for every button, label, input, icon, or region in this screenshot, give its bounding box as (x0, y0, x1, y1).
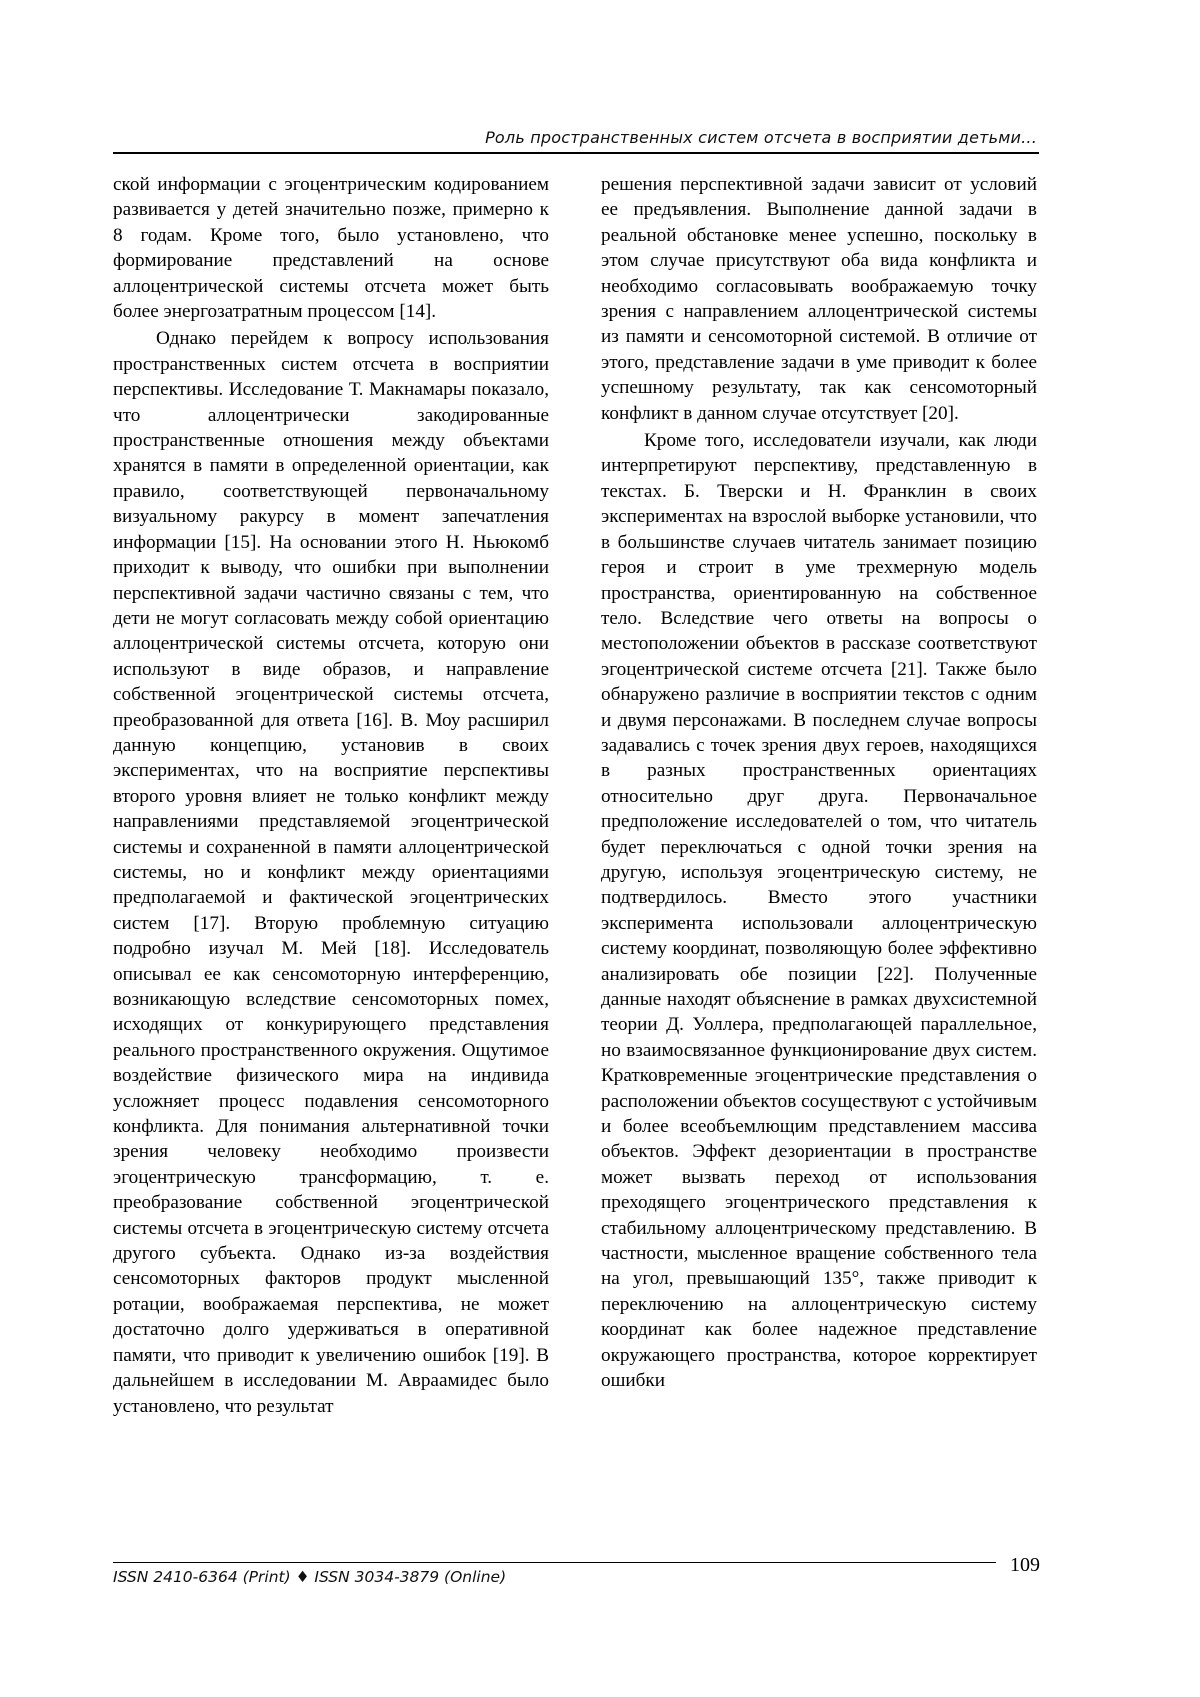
right-paragraph-2: Кроме того, исследователи изучали, как люди интерпретируют перспективу, представленную в текстах. Б. Тверски и Н. Франклин в своих экспериментах на взрослой выборке установили, что в большинстве случаев читатель занимает позицию героя и строит в уме трехмерную модель пространства, ориентированную на собственное тело. Вследствие чего ответы на вопросы о местоположении объектов в рассказе соответствуют эгоцентрической системе отсчета [21]. Также было обнаружено различие в восприятии текстов с одним и двумя персонажами. В последнем случае вопросы задавались с точек зрения двух героев, находящихся в разных пространственных ориентациях относительно друг друга. Первоначальное предположение исследователей о том, что читатель будет переключаться с одной точки зрения на другую, используя эгоцентрическую систему, не подтвердилось. Вместо этого участники эксперимента использовали аллоцентрическую систему координат, позволяющую более эффективно анализировать обе позиции [22]. Полученные данные находят объяснение в рамках двухсистемной теории Д. Уоллера, предполагающей параллельное, но взаимосвязанное функционирование двух систем. Кратковременные эгоцентрические представления о расположении объектов сосуществуют с устойчивым и более всеобъемлющим представлением массива объектов. Эффект дезориентации в пространстве может вызвать переход от использования преходящего эгоцентрического представления к стабильному аллоцентрическому представлению. В частности, мысленное вращение собственного тела на угол, превышающий 135°, также приводит к переключению на аллоцентрическую систему координат как более надежное представление окружающего пространства, которое корректирует ошибки (601, 430, 1037, 1392)
left-paragraph-2: Однако перейдем к вопросу использования пространственных систем отсчета в восприятии перспективы. Исследование Т. Макнамары показало, что аллоцентрически закодированные пространственные отношения между объектами хранятся в памяти в определенной ориентации, как правило, соответствующей первоначальному визуальному ракурсу в момент запечатления информации [15]. На основании этого Н. Ньюкомб приходит к выводу, что ошибки при выполнении перспективной задачи частично связаны с тем, что дети не могут согласовать между собой ориентацию аллоцентрической системы отсчета, которую они используют в виде образов, и направление собственной эгоцентрической системы отсчета, преобразованной для ответа [16]. В. Моу расширил данную концепцию, установив в своих экспериментах, что на восприятие перспективы второго уровня влияет не только конфликт между направлениями представляемой эгоцентрической системы и сохраненной в памяти аллоцентрической системы, но и конфликт между ориентациями предполагаемой и фактической эгоцентрических систем [17]. Вторую проблемную ситуацию подробно изучал М. Мей [18]. Исследователь описывал ее как сенсомоторную интерференцию, возникающую вследствие сенсомоторных помех, исходящих от конкурирующего представления реального пространственного окружения. Ощутимое воздействие физического мира на индивида усложняет процесс подавления сенсомоторного конфликта. Для понимания альтернативной точки зрения человеку необходимо произвести эгоцентрическую трансформацию, т. е. преобразование собственной эгоцентрической системы отсчета в эгоцентрическую систему отсчета другого субъекта. Однако из-за воздействия сенсомоторных факторов продукт мысленной ротации, воображаемая перспектива, не может достаточно долго удерживаться в оперативной памяти, что приводит к увеличению ошибок [19]. В дальнейшем в исследовании М. Авраамидес было установлено, что результат (113, 328, 549, 1417)
right-column (601, 172, 1037, 1394)
left-column (113, 172, 549, 1419)
left-paragraph-1: ской информации с эгоцентрическим кодированием развивается у детей значительно позже, примерно к 8 годам. Кроме того, было установлено, что формирование представлений на основе аллоцентрической системы отсчета может быть более энергозатратным процессом [14]. (113, 174, 549, 323)
issn-line: ISSN 2410-6364 (Print) ♦ ISSN 3034-3879 (Online) (113, 1568, 507, 1586)
header-rule (113, 152, 1039, 154)
right-paragraph-1: решения перспективной задачи зависит от условий ее предъявления. Выполнение данной задачи в реальной обстановке менее успешно, поскольку в этом случае присутствуют оба вида конфликта и необходимо согласовывать воображаемую точку зрения с направлением аллоцентрической системы из памяти и сенсомоторной системой. В отличие от этого, представление задачи в уме приводит к более успешному результату, так как сенсомоторный конфликт в данном случае отсутствует [20]. (601, 174, 1037, 424)
footer-rule (113, 1562, 996, 1563)
page-number: 109 (1010, 1554, 1040, 1576)
running-title: Роль пространственных систем отсчета в восприятии детьми... (485, 128, 1037, 147)
